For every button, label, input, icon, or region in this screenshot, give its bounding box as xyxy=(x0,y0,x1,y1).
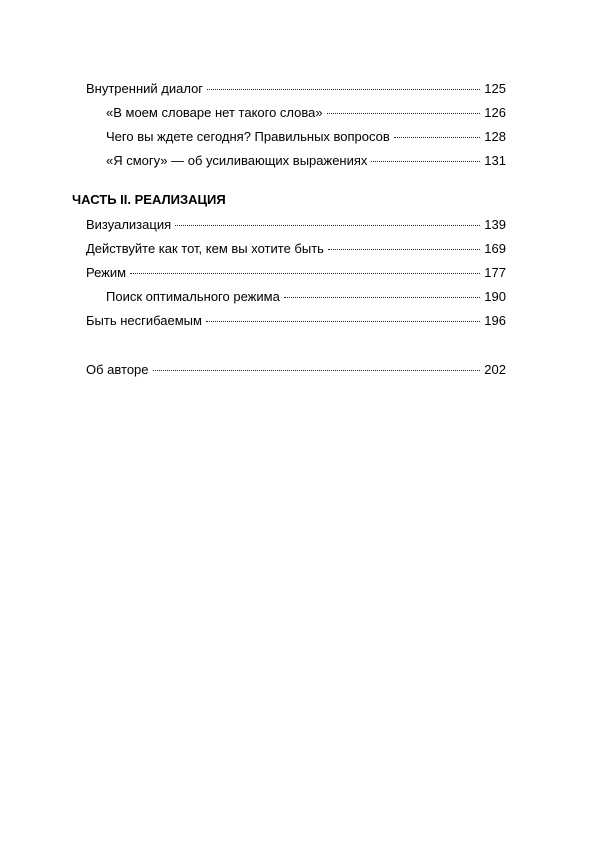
toc-entry-title: «В моем словаре нет такого слова» xyxy=(106,105,323,120)
dot-leader xyxy=(284,297,481,298)
toc-entry xyxy=(86,265,506,281)
toc-entry-page: 125 xyxy=(484,81,506,96)
toc-subentry xyxy=(106,289,506,305)
toc-entry-title: «Я смогу» — об усиливающих выражениях xyxy=(106,153,368,168)
dot-leader xyxy=(153,370,481,371)
toc-entry-page: 196 xyxy=(484,313,506,328)
toc-entry-title: Режим xyxy=(86,265,127,280)
toc-entry-page: 202 xyxy=(484,362,506,377)
toc-entry-page: 128 xyxy=(484,129,506,144)
dot-leader xyxy=(130,273,480,274)
toc-entry xyxy=(86,313,506,329)
dot-leader xyxy=(207,89,480,90)
dot-leader xyxy=(371,161,480,162)
dot-leader xyxy=(394,137,480,138)
dot-leader xyxy=(206,321,480,322)
toc-entry xyxy=(86,81,506,97)
toc-entry-title: Действуйте как тот, кем вы хотите быть xyxy=(86,241,324,256)
toc-entry-title: Поиск оптимального режима xyxy=(106,289,280,304)
toc-subentry xyxy=(106,153,506,169)
toc-entry-title: Об авторе xyxy=(86,362,149,377)
toc-entry xyxy=(86,217,506,233)
toc-entry xyxy=(86,241,506,257)
toc-entry-title: Внутренний диалог xyxy=(86,81,204,96)
toc-entry-title: Чего вы ждете сегодня? Правильных вопросов xyxy=(106,129,390,144)
toc-entry-page: 126 xyxy=(484,105,506,120)
dot-leader xyxy=(328,249,480,250)
toc-entry-about xyxy=(86,362,506,378)
dot-leader xyxy=(327,113,481,114)
dot-leader xyxy=(175,225,480,226)
toc-subentry xyxy=(106,129,506,145)
toc-subentry xyxy=(106,105,506,121)
toc-entry-title: Быть несгибаемым xyxy=(86,313,202,328)
toc-entry-page: 190 xyxy=(484,289,506,304)
toc-entry-page: 139 xyxy=(484,217,506,232)
toc-entry-page: 177 xyxy=(484,265,506,280)
toc-entry-page: 169 xyxy=(484,241,506,256)
toc-entry-page: 131 xyxy=(484,153,506,168)
part-heading: ЧАСТЬ II. РЕАЛИЗАЦИЯ xyxy=(72,192,226,207)
toc-entry-title: Визуализация xyxy=(86,217,172,232)
